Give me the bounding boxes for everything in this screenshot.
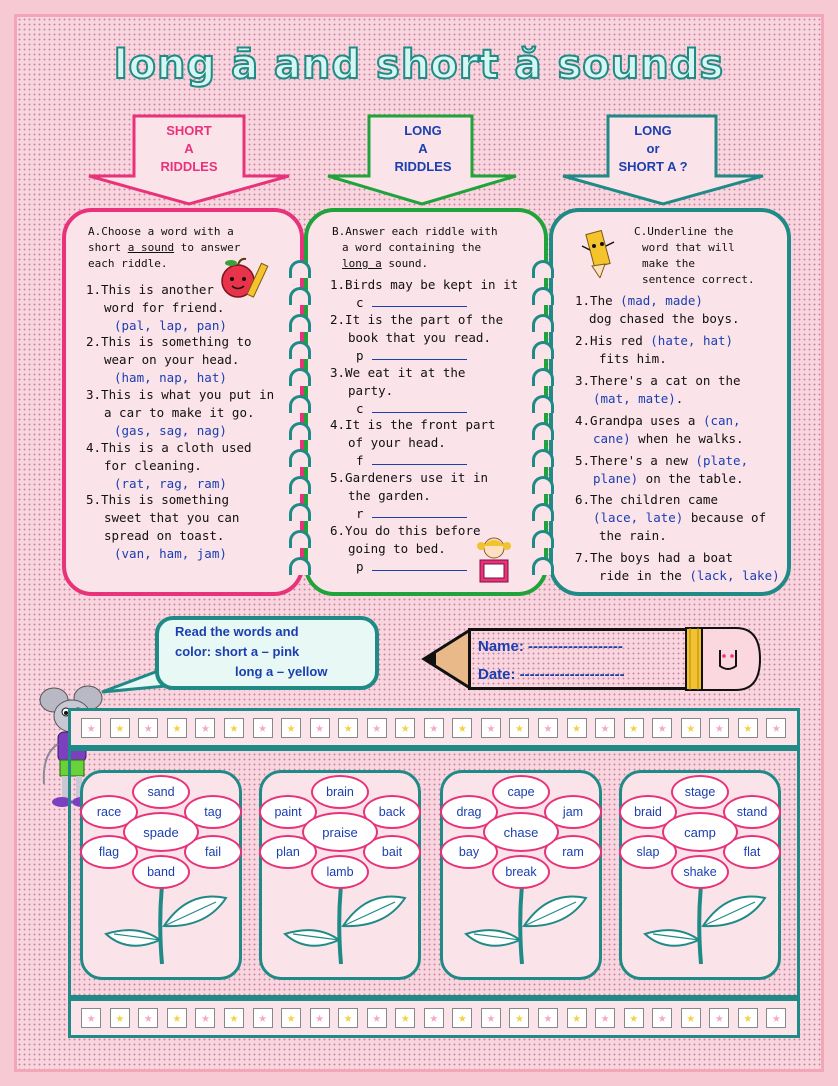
star-tile: ★ bbox=[138, 1008, 158, 1028]
flower-center[interactable]: camp bbox=[662, 812, 738, 852]
binder-ring bbox=[289, 503, 311, 521]
section-b-item-6: 6.You do this before going to bed. p bbox=[330, 523, 481, 574]
section-a-item-5: 5.This is something sweet that you can spread on toast. (van, ham, jam) bbox=[86, 492, 240, 561]
star-tile: ★ bbox=[424, 718, 444, 738]
answer-blank[interactable] bbox=[372, 517, 467, 518]
binder-ring bbox=[532, 557, 554, 575]
section-b-instructions: B.Answer each riddle with a word containing the long a sound. bbox=[332, 225, 498, 270]
flower-center[interactable]: praise bbox=[302, 812, 378, 852]
binder-ring bbox=[532, 260, 554, 278]
star-tile: ★ bbox=[595, 1008, 615, 1028]
section-b-item-3: 3.We eat it at the party. c bbox=[330, 365, 466, 416]
binder-ring bbox=[532, 314, 554, 332]
answer-blank[interactable] bbox=[372, 464, 467, 465]
star-tile: ★ bbox=[224, 1008, 244, 1028]
section-c-instructions: C.Underline the word that will make the sentence correct. bbox=[634, 225, 755, 286]
star-tile: ★ bbox=[253, 1008, 273, 1028]
star-tile: ★ bbox=[138, 718, 158, 738]
star-tile: ★ bbox=[110, 1008, 130, 1028]
star-tile: ★ bbox=[766, 718, 786, 738]
section-a-item-1: 1.This is another word for friend. (pal, lap, pan) bbox=[86, 282, 227, 333]
section-c-item-5: 5.There's a new (plate, plane) on the table. bbox=[575, 453, 749, 486]
binder-ring bbox=[289, 395, 311, 413]
flower-petal[interactable]: break bbox=[492, 855, 550, 889]
star-tile: ★ bbox=[395, 1008, 415, 1028]
star-tile: ★ bbox=[766, 1008, 786, 1028]
star-strip-bottom bbox=[68, 998, 800, 1038]
star-tile: ★ bbox=[81, 718, 101, 738]
binder-ring bbox=[532, 476, 554, 494]
binder-ring bbox=[532, 287, 554, 305]
flower-petal[interactable]: flag bbox=[80, 835, 138, 869]
star-tile: ★ bbox=[81, 1008, 101, 1028]
star-tile: ★ bbox=[709, 1008, 729, 1028]
flower-center[interactable]: spade bbox=[123, 812, 199, 852]
instruction-bubble-text: Read the words and color: short a – pink long a – yellow bbox=[175, 624, 328, 679]
binder-ring bbox=[532, 422, 554, 440]
section-c-item-2: 2.His red (hate, hat) fits him. bbox=[575, 333, 734, 366]
binder-ring bbox=[289, 368, 311, 386]
binder-ring bbox=[532, 395, 554, 413]
binder-ring bbox=[532, 530, 554, 548]
flower-petal[interactable]: jam bbox=[544, 795, 602, 829]
star-tile: ★ bbox=[338, 1008, 358, 1028]
star-tile: ★ bbox=[738, 718, 758, 738]
binder-ring bbox=[289, 557, 311, 575]
answer-blank[interactable] bbox=[372, 306, 467, 307]
star-tile: ★ bbox=[167, 1008, 187, 1028]
star-tile: ★ bbox=[709, 718, 729, 738]
binder-ring bbox=[532, 449, 554, 467]
binder-ring bbox=[289, 287, 311, 305]
section-c-item-1: 1.The (mad, made) dog chased the boys. bbox=[575, 293, 740, 326]
star-tile: ★ bbox=[167, 718, 187, 738]
star-tile: ★ bbox=[481, 1008, 501, 1028]
flower-petal[interactable]: brain bbox=[311, 775, 369, 809]
flower-petal[interactable]: stage bbox=[671, 775, 729, 809]
star-tile: ★ bbox=[567, 718, 587, 738]
section-b-item-2: 2.It is the part of the book that you read. p bbox=[330, 312, 504, 363]
flower-petal[interactable]: cape bbox=[492, 775, 550, 809]
flower-petal[interactable]: sand bbox=[132, 775, 190, 809]
answer-blank[interactable] bbox=[372, 412, 467, 413]
pencil-character-icon bbox=[578, 226, 618, 278]
section-c-item-6: 6.The children came (lace, late) because of the rain. bbox=[575, 492, 767, 543]
star-tile: ★ bbox=[624, 718, 644, 738]
star-tile: ★ bbox=[509, 718, 529, 738]
star-tile: ★ bbox=[110, 718, 130, 738]
star-tile: ★ bbox=[538, 718, 558, 738]
binder-ring bbox=[289, 449, 311, 467]
star-tile: ★ bbox=[195, 718, 215, 738]
pencil-tip-icon bbox=[420, 628, 472, 690]
arrow-short-a-label: SHORT A RIDDLES bbox=[160, 123, 218, 174]
answer-blank[interactable] bbox=[372, 570, 467, 571]
flower-center[interactable]: chase bbox=[483, 812, 559, 852]
answer-blank[interactable] bbox=[372, 359, 467, 360]
date-field[interactable]: Date: --------------------- bbox=[478, 666, 625, 683]
reading-girl-icon bbox=[470, 534, 518, 586]
flower-petal[interactable]: bait bbox=[363, 835, 421, 869]
flower-petal[interactable]: braid bbox=[619, 795, 677, 829]
flower-petal[interactable]: band bbox=[132, 855, 190, 889]
star-tile: ★ bbox=[681, 718, 701, 738]
flower-petal[interactable]: slap bbox=[619, 835, 677, 869]
star-tile: ★ bbox=[595, 718, 615, 738]
flower-petal[interactable]: fail bbox=[184, 835, 242, 869]
star-tile: ★ bbox=[224, 718, 244, 738]
binder-ring bbox=[289, 314, 311, 332]
flower-petal[interactable]: bay bbox=[440, 835, 498, 869]
binder-ring bbox=[532, 341, 554, 359]
flower-petal[interactable]: shake bbox=[671, 855, 729, 889]
flower-petal[interactable]: back bbox=[363, 795, 421, 829]
star-tile: ★ bbox=[281, 1008, 301, 1028]
star-tile: ★ bbox=[395, 718, 415, 738]
star-tile: ★ bbox=[652, 1008, 672, 1028]
star-tile: ★ bbox=[652, 718, 672, 738]
binder-ring bbox=[289, 476, 311, 494]
star-tile: ★ bbox=[538, 1008, 558, 1028]
flower-petal[interactable]: race bbox=[80, 795, 138, 829]
star-tile: ★ bbox=[481, 718, 501, 738]
star-tile: ★ bbox=[567, 1008, 587, 1028]
binder-ring bbox=[289, 260, 311, 278]
flower-petal[interactable]: plan bbox=[259, 835, 317, 869]
binder-ring bbox=[289, 341, 311, 359]
pencil-eraser-icon bbox=[684, 622, 764, 696]
arrow-long-a-label: LONG A RIDDLES bbox=[394, 123, 452, 174]
star-strip-top bbox=[68, 708, 800, 748]
star-tile: ★ bbox=[452, 1008, 472, 1028]
star-tile: ★ bbox=[281, 718, 301, 738]
star-tile: ★ bbox=[452, 718, 472, 738]
star-tile: ★ bbox=[681, 1008, 701, 1028]
section-c-item-3: 3.There's a cat on the (mat, mate). bbox=[575, 373, 741, 406]
flower-petal[interactable]: ram bbox=[544, 835, 602, 869]
section-a-instructions: A.Choose a word with a short a sound to answer each riddle. bbox=[88, 225, 241, 270]
binder-ring bbox=[289, 530, 311, 548]
section-a-item-3: 3.This is what you put in a car to make it go. (gas, sag, nag) bbox=[86, 387, 275, 438]
binder-ring bbox=[289, 422, 311, 440]
star-tile: ★ bbox=[310, 1008, 330, 1028]
star-tile: ★ bbox=[367, 1008, 387, 1028]
star-tile: ★ bbox=[310, 718, 330, 738]
section-c-item-4: 4.Grandpa uses a (can, cane) when he walks. bbox=[575, 413, 744, 446]
flower-petal[interactable]: flat bbox=[723, 835, 781, 869]
flower-petal[interactable]: lamb bbox=[311, 855, 369, 889]
name-field[interactable]: Name: ------------------- bbox=[478, 638, 623, 655]
section-b-item-5: 5.Gardeners use it in the garden. r bbox=[330, 470, 489, 521]
binder-ring bbox=[532, 503, 554, 521]
flower-petal[interactable]: drag bbox=[440, 795, 498, 829]
star-tile: ★ bbox=[738, 1008, 758, 1028]
section-a-item-4: 4.This is a cloth used for cleaning. (rat, rag, ram) bbox=[86, 440, 252, 491]
flower-petal[interactable]: stand bbox=[723, 795, 781, 829]
star-tile: ★ bbox=[509, 1008, 529, 1028]
star-tile: ★ bbox=[424, 1008, 444, 1028]
flower-petal[interactable]: paint bbox=[259, 795, 317, 829]
star-tile: ★ bbox=[367, 718, 387, 738]
arrow-long-or-short-label: LONG or SHORT A ? bbox=[618, 123, 688, 174]
star-tile: ★ bbox=[195, 1008, 215, 1028]
section-a-item-2: 2.This is something to wear on your head. (ham, nap, hat) bbox=[86, 334, 252, 385]
binder-ring bbox=[532, 368, 554, 386]
section-c-item-7: 7.The boys had a boat ride in the (lack, lake) bbox=[575, 550, 780, 583]
page-title: long ā and short ă sounds bbox=[113, 42, 725, 88]
section-b-item-1: 1.Birds may be kept in it c bbox=[330, 277, 519, 310]
flower-petal[interactable]: tag bbox=[184, 795, 242, 829]
star-tile: ★ bbox=[253, 718, 273, 738]
star-tile: ★ bbox=[624, 1008, 644, 1028]
star-tile: ★ bbox=[338, 718, 358, 738]
section-b-item-4: 4.It is the front part of your head. f bbox=[330, 417, 496, 468]
